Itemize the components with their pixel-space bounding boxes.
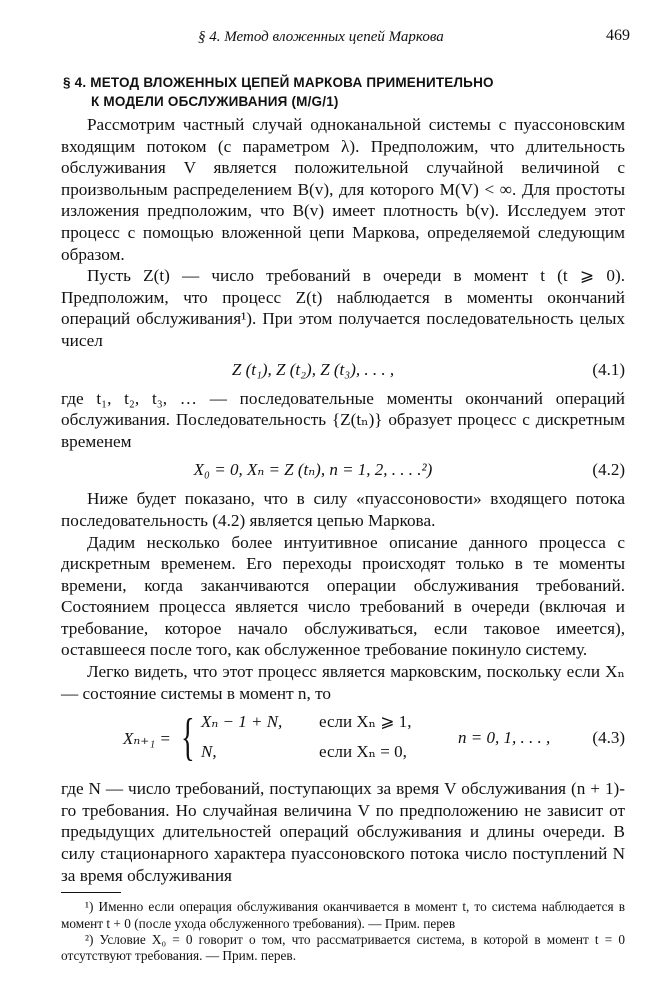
equation-4-3: [61, 708, 625, 772]
section-title-line2: К МОДЕЛИ ОБСЛУЖИВАНИЯ (M/G/1): [91, 94, 339, 109]
equation-4-3-case1-expr: Xₙ − 1 + N,: [201, 712, 283, 732]
equation-4-3-case1-cond: если Xₙ ⩾ 1,: [319, 712, 412, 732]
paragraph-3: где t₁, t₂, t₃, … — последовательные моменты окончаний операций обслуживания. Последовательность {Z(tₙ)} образует процесс с дискретным временем: [61, 388, 625, 451]
footnote-rule: [61, 892, 121, 893]
equation-4-1-body: Z (t₁), Z (t₂), Z (t₃), . . . ,: [231, 359, 395, 379]
page-number: 469: [606, 27, 630, 44]
equation-4-2: [61, 452, 625, 488]
equation-4-3-range: n = 0, 1, . . . ,: [458, 728, 551, 748]
paragraph-5: Дадим несколько более интуитивное описание данного процесса с дискретным временем. Его переходы происходят только в те моменты времени, когда заканчиваются операции обслуживания требований. Состоянием процесса является число требований в очереди (включая и требование, которое начало обслуживаться, если таковое имеется), оставшееся после того, как обслуженное требование покинуло систему.: [61, 532, 625, 660]
footnote-1: ¹) Именно если операция обслуживания оканчивается в момент t, то система наблюдается в момент t + 0 (после ухода обслуженного требования). — Прим. перев: [61, 899, 625, 931]
section-title: [63, 73, 623, 111]
left-brace: {: [181, 709, 195, 767]
equation-4-1: [61, 352, 625, 388]
paragraph-7: где N — число требований, поступающих за время V обслуживания (n + 1)-го требования. Но случайная величина V по предположению не зависит от предыдущих длительностей операций обслуживания и длины очереди. В силу стационарного характера пуассоновского потока число поступлений N за время обслуживания: [61, 779, 625, 885]
body-text: [61, 114, 625, 965]
equation-4-2-number: (4.2): [592, 460, 625, 480]
equation-4-3-number: (4.3): [592, 728, 625, 748]
paragraph-2: Пусть Z(t) — число требований в очереди в момент t (t ⩾ 0). Предположим, что процесс Z(t) наблюдается в моменты окончаний операций обслуживания¹). При этом получается последовательность целых чисел: [61, 266, 625, 350]
equation-4-1-number: (4.1): [592, 359, 625, 379]
paragraph-4: Ниже будет показано, что в силу «пуассоновости» входящего потока последовательность (4.2) является цепью Маркова.: [61, 489, 625, 530]
running-title: § 4. Метод вложенных цепей Маркова: [198, 29, 444, 45]
equation-4-3-case2-expr: N,: [201, 742, 217, 762]
equation-4-3-case2-cond: если Xₙ = 0,: [319, 742, 407, 762]
footnote-2: ²) Условие X₀ = 0 говорит о том, что рассматривается система, в которой в момент t = 0 отсутствуют требования. — Прим. перев.: [61, 932, 625, 964]
equation-4-3-lhs: Xₙ₊₁ =: [123, 729, 171, 749]
paragraph-6: Легко видеть, что этот процесс является марковским, поскольку если Xₙ — состояние системы в момент n, то: [61, 662, 625, 703]
paragraph-1: Рассмотрим частный случай одноканальной системы с пуассоновским входящим потоком (с параметром λ). Предположим, что длительность обслуживания V является положительной случайной величиной с произвольным распределением B(v), для которого M(V) < ∞. Для простоты изложения предположим, что B(v) имеет плотность b(v). Исследуем этот процесс с помощью вложенной цепи Маркова, определяемой следующим образом.: [61, 115, 625, 264]
page-header: [0, 22, 659, 46]
equation-4-2-body: X₀ = 0, Xₙ = Z (tₙ), n = 1, 2, . . . .²): [193, 460, 433, 480]
section-title-line1: § 4. МЕТОД ВЛОЖЕННЫХ ЦЕПЕЙ МАРКОВА ПРИМЕНИТЕЛЬНО: [63, 75, 494, 90]
